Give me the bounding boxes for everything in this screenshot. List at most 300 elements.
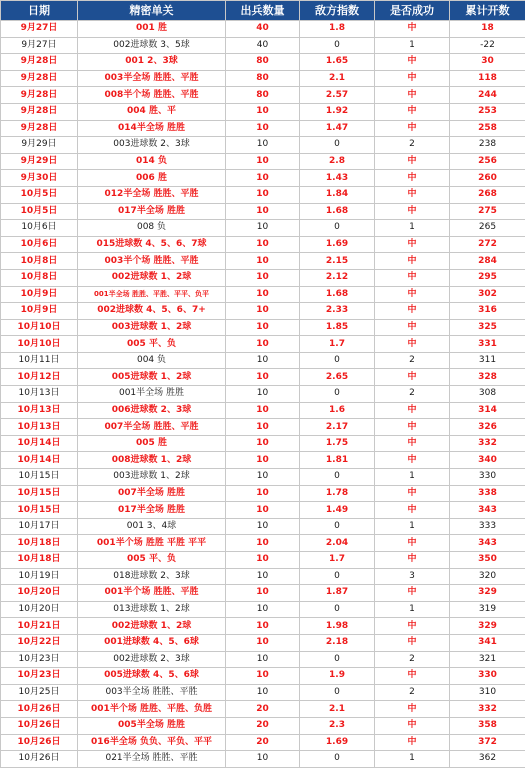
cell-odds: 1.81 — [300, 452, 375, 469]
cell-cumulative: 330 — [450, 469, 525, 486]
cell-quantity: 10 — [226, 502, 300, 519]
cell-result: 中 — [375, 402, 450, 419]
cell-odds: 0 — [300, 518, 375, 535]
cell-odds: 0 — [300, 37, 375, 54]
cell-pick: 005 平、负 — [78, 336, 226, 353]
cell-quantity: 10 — [226, 186, 300, 203]
cell-cumulative: 320 — [450, 568, 525, 585]
cell-odds: 1.43 — [300, 170, 375, 187]
header-odds: 敌方指数 — [300, 1, 375, 21]
cell-date: 9月28日 — [1, 103, 78, 120]
cell-cumulative: 268 — [450, 186, 525, 203]
cell-pick: 003半个场 胜胜、平胜 — [78, 253, 226, 270]
cell-date: 10月8日 — [1, 269, 78, 286]
cell-odds: 1.84 — [300, 186, 375, 203]
cell-quantity: 10 — [226, 319, 300, 336]
cell-quantity: 10 — [226, 485, 300, 502]
cell-cumulative: 343 — [450, 535, 525, 552]
header-pick: 精密单关 — [78, 1, 226, 21]
table-row — [1, 369, 525, 386]
cell-quantity: 10 — [226, 469, 300, 486]
table-row — [1, 502, 525, 519]
cell-pick: 002进球数 1、2球 — [78, 618, 226, 635]
cell-result: 中 — [375, 54, 450, 71]
cell-cumulative: 238 — [450, 137, 525, 154]
cell-pick: 003半全场 胜胜、平胜 — [78, 684, 226, 701]
cell-result: 2 — [375, 137, 450, 154]
cell-date: 10月23日 — [1, 651, 78, 668]
cell-quantity: 40 — [226, 37, 300, 54]
cell-odds: 2.12 — [300, 269, 375, 286]
cell-quantity: 10 — [226, 452, 300, 469]
cell-quantity: 10 — [226, 435, 300, 452]
cell-result: 中 — [375, 170, 450, 187]
cell-odds: 1.7 — [300, 336, 375, 353]
table-row — [1, 485, 525, 502]
cell-date: 10月15日 — [1, 469, 78, 486]
cell-odds: 0 — [300, 469, 375, 486]
cell-quantity: 10 — [226, 352, 300, 369]
table-row — [1, 585, 525, 602]
cell-cumulative: 372 — [450, 734, 525, 751]
cell-odds: 2.04 — [300, 535, 375, 552]
table-row — [1, 54, 525, 71]
table-row — [1, 386, 525, 403]
cell-odds: 0 — [300, 137, 375, 154]
cell-cumulative: 295 — [450, 269, 525, 286]
cell-date: 10月8日 — [1, 253, 78, 270]
cell-cumulative: 350 — [450, 552, 525, 569]
cell-result: 中 — [375, 369, 450, 386]
cell-odds: 1.49 — [300, 502, 375, 519]
cell-cumulative: 319 — [450, 601, 525, 618]
cell-cumulative: 244 — [450, 87, 525, 104]
cell-date: 10月26日 — [1, 734, 78, 751]
cell-date: 10月17日 — [1, 518, 78, 535]
cell-quantity: 10 — [226, 120, 300, 137]
cell-pick: 004 负 — [78, 352, 226, 369]
cell-odds: 0 — [300, 568, 375, 585]
table-row — [1, 552, 525, 569]
cell-cumulative: 362 — [450, 751, 525, 768]
cell-result: 中 — [375, 269, 450, 286]
cell-cumulative: 333 — [450, 518, 525, 535]
cell-quantity: 10 — [226, 601, 300, 618]
table-row — [1, 203, 525, 220]
table-row — [1, 303, 525, 320]
cell-quantity: 80 — [226, 54, 300, 71]
cell-date: 10月13日 — [1, 419, 78, 436]
cell-date: 10月9日 — [1, 286, 78, 303]
cell-odds: 0 — [300, 386, 375, 403]
table-row — [1, 751, 525, 768]
cell-pick: 003进球数 2、3球 — [78, 137, 226, 154]
cell-cumulative: 343 — [450, 502, 525, 519]
table-row — [1, 153, 525, 170]
cell-odds: 0 — [300, 751, 375, 768]
cell-date: 10月13日 — [1, 402, 78, 419]
table-row — [1, 435, 525, 452]
cell-cumulative: 341 — [450, 634, 525, 651]
table-row — [1, 336, 525, 353]
cell-odds: 0 — [300, 684, 375, 701]
cell-pick: 005进球数 4、5、6球 — [78, 668, 226, 685]
cell-pick: 003进球数 1、2球 — [78, 319, 226, 336]
cell-quantity: 80 — [226, 70, 300, 87]
cell-date: 10月21日 — [1, 618, 78, 635]
cell-result: 中 — [375, 419, 450, 436]
cell-date: 9月28日 — [1, 120, 78, 137]
cell-date: 10月10日 — [1, 336, 78, 353]
table-row — [1, 419, 525, 436]
cell-cumulative: 256 — [450, 153, 525, 170]
cell-odds: 2.8 — [300, 153, 375, 170]
cell-date: 10月20日 — [1, 585, 78, 602]
cell-date: 10月19日 — [1, 568, 78, 585]
cell-result: 2 — [375, 352, 450, 369]
cell-odds: 0 — [300, 651, 375, 668]
cell-quantity: 10 — [226, 552, 300, 569]
cell-cumulative: 314 — [450, 402, 525, 419]
cell-date: 10月20日 — [1, 601, 78, 618]
cell-date: 10月26日 — [1, 701, 78, 718]
cell-cumulative: 329 — [450, 618, 525, 635]
cell-pick: 005半全场 胜胜 — [78, 717, 226, 734]
cell-date: 10月18日 — [1, 552, 78, 569]
cell-odds: 1.68 — [300, 203, 375, 220]
cell-pick: 001半个场 胜胜、平胜、负胜 — [78, 701, 226, 718]
table-body — [1, 21, 525, 768]
cell-pick: 001 3、4球 — [78, 518, 226, 535]
cell-cumulative: 311 — [450, 352, 525, 369]
table-row — [1, 717, 525, 734]
cell-date: 10月22日 — [1, 634, 78, 651]
cell-pick: 014 负 — [78, 153, 226, 170]
cell-date: 10月5日 — [1, 186, 78, 203]
cell-pick: 004 胜、平 — [78, 103, 226, 120]
table-row — [1, 220, 525, 237]
cell-quantity: 10 — [226, 153, 300, 170]
cell-quantity: 20 — [226, 717, 300, 734]
table-row — [1, 21, 525, 38]
cell-odds: 1.85 — [300, 319, 375, 336]
cell-cumulative: 30 — [450, 54, 525, 71]
cell-date: 10月26日 — [1, 751, 78, 768]
cell-pick: 001半个场 胜胜、平胜 — [78, 585, 226, 602]
cell-date: 9月29日 — [1, 153, 78, 170]
cell-pick: 017半全场 胜胜 — [78, 203, 226, 220]
table-row — [1, 701, 525, 718]
cell-result: 中 — [375, 502, 450, 519]
cell-result: 中 — [375, 535, 450, 552]
cell-quantity: 10 — [226, 751, 300, 768]
cell-date: 10月23日 — [1, 668, 78, 685]
table-row — [1, 518, 525, 535]
cell-cumulative: 332 — [450, 435, 525, 452]
cell-cumulative: 326 — [450, 419, 525, 436]
cell-quantity: 10 — [226, 103, 300, 120]
cell-pick: 013进球数 1、2球 — [78, 601, 226, 618]
cell-cumulative: 308 — [450, 386, 525, 403]
cell-result: 中 — [375, 485, 450, 502]
cell-odds: 1.75 — [300, 435, 375, 452]
cell-quantity: 10 — [226, 618, 300, 635]
table-row — [1, 170, 525, 187]
table-row — [1, 253, 525, 270]
table-row — [1, 618, 525, 635]
cell-pick: 003半全场 胜胜、平胜 — [78, 70, 226, 87]
cell-odds: 1.47 — [300, 120, 375, 137]
cell-quantity: 10 — [226, 386, 300, 403]
cell-pick: 005 胜 — [78, 435, 226, 452]
cell-result: 2 — [375, 386, 450, 403]
cell-odds: 1.7 — [300, 552, 375, 569]
cell-date: 10月12日 — [1, 369, 78, 386]
cell-date: 9月28日 — [1, 70, 78, 87]
cell-odds: 2.1 — [300, 70, 375, 87]
table-row — [1, 535, 525, 552]
cell-quantity: 10 — [226, 303, 300, 320]
cell-quantity: 10 — [226, 236, 300, 253]
cell-date: 10月15日 — [1, 485, 78, 502]
cell-quantity: 10 — [226, 137, 300, 154]
cell-cumulative: 338 — [450, 485, 525, 502]
cell-cumulative: 310 — [450, 684, 525, 701]
cell-cumulative: 284 — [450, 253, 525, 270]
cell-pick: 007半全场 胜胜 — [78, 485, 226, 502]
cell-result: 1 — [375, 220, 450, 237]
cell-result: 1 — [375, 469, 450, 486]
table-row — [1, 70, 525, 87]
table-row — [1, 186, 525, 203]
cell-pick: 006 胜 — [78, 170, 226, 187]
cell-result: 中 — [375, 103, 450, 120]
cell-pick: 003进球数 1、2球 — [78, 469, 226, 486]
cell-date: 10月13日 — [1, 386, 78, 403]
cell-quantity: 10 — [226, 336, 300, 353]
cell-result: 中 — [375, 203, 450, 220]
cell-odds: 2.15 — [300, 253, 375, 270]
cell-result: 2 — [375, 684, 450, 701]
cell-result: 3 — [375, 568, 450, 585]
cell-odds: 1.92 — [300, 103, 375, 120]
cell-quantity: 80 — [226, 87, 300, 104]
cell-date: 10月10日 — [1, 319, 78, 336]
cell-result: 中 — [375, 120, 450, 137]
table-row — [1, 120, 525, 137]
cell-quantity: 10 — [226, 651, 300, 668]
cell-odds: 2.1 — [300, 701, 375, 718]
cell-pick: 008 负 — [78, 220, 226, 237]
table-row — [1, 684, 525, 701]
cell-cumulative: 325 — [450, 319, 525, 336]
cell-date: 10月25日 — [1, 684, 78, 701]
cell-odds: 2.57 — [300, 87, 375, 104]
cell-cumulative: 258 — [450, 120, 525, 137]
table-row — [1, 402, 525, 419]
cell-result: 中 — [375, 734, 450, 751]
cell-quantity: 10 — [226, 253, 300, 270]
cell-result: 中 — [375, 668, 450, 685]
cell-cumulative: 265 — [450, 220, 525, 237]
cell-odds: 1.69 — [300, 236, 375, 253]
cell-odds: 2.18 — [300, 634, 375, 651]
cell-cumulative: 331 — [450, 336, 525, 353]
cell-date: 9月27日 — [1, 37, 78, 54]
table-row — [1, 269, 525, 286]
cell-quantity: 20 — [226, 734, 300, 751]
cell-odds: 1.68 — [300, 286, 375, 303]
table-row — [1, 601, 525, 618]
cell-odds: 2.3 — [300, 717, 375, 734]
cell-odds: 1.8 — [300, 21, 375, 38]
cell-quantity: 10 — [226, 402, 300, 419]
cell-result: 中 — [375, 236, 450, 253]
cell-pick: 001进球数 4、5、6球 — [78, 634, 226, 651]
cell-cumulative: 260 — [450, 170, 525, 187]
cell-cumulative: 329 — [450, 585, 525, 602]
table-row — [1, 668, 525, 685]
cell-date: 10月14日 — [1, 435, 78, 452]
header-quantity: 出兵数量 — [226, 1, 300, 21]
cell-quantity: 10 — [226, 535, 300, 552]
cell-result: 1 — [375, 751, 450, 768]
cell-pick: 016半全场 负负、平负、平平 — [78, 734, 226, 751]
cell-pick: 001半个场 胜胜 平胜 平平 — [78, 535, 226, 552]
cell-result: 2 — [375, 651, 450, 668]
cell-odds: 1.6 — [300, 402, 375, 419]
cell-pick: 002进球数 2、3球 — [78, 651, 226, 668]
cell-odds: 0 — [300, 601, 375, 618]
table-row — [1, 734, 525, 751]
cell-result: 中 — [375, 21, 450, 38]
cell-odds: 0 — [300, 220, 375, 237]
cell-odds: 2.65 — [300, 369, 375, 386]
cell-cumulative: -22 — [450, 37, 525, 54]
cell-cumulative: 272 — [450, 236, 525, 253]
cell-cumulative: 328 — [450, 369, 525, 386]
cell-pick: 002进球数 1、2球 — [78, 269, 226, 286]
cell-date: 10月5日 — [1, 203, 78, 220]
cell-pick: 001半全场 胜胜 — [78, 386, 226, 403]
cell-cumulative: 358 — [450, 717, 525, 734]
header-success: 是否成功 — [375, 1, 450, 21]
cell-result: 中 — [375, 303, 450, 320]
cell-result: 中 — [375, 701, 450, 718]
cell-result: 中 — [375, 552, 450, 569]
cell-cumulative: 253 — [450, 103, 525, 120]
cell-pick: 005 平、负 — [78, 552, 226, 569]
table-row — [1, 286, 525, 303]
cell-pick: 017半全场 胜胜 — [78, 502, 226, 519]
cell-quantity: 10 — [226, 419, 300, 436]
cell-result: 中 — [375, 618, 450, 635]
cell-quantity: 10 — [226, 286, 300, 303]
cell-cumulative: 332 — [450, 701, 525, 718]
table-row — [1, 469, 525, 486]
cell-date: 10月14日 — [1, 452, 78, 469]
cell-pick: 008半个场 胜胜、平胜 — [78, 87, 226, 104]
cell-result: 中 — [375, 319, 450, 336]
cell-quantity: 10 — [226, 684, 300, 701]
cell-pick: 005进球数 1、2球 — [78, 369, 226, 386]
cell-date: 10月15日 — [1, 502, 78, 519]
cell-result: 中 — [375, 634, 450, 651]
cell-date: 9月28日 — [1, 54, 78, 71]
cell-quantity: 10 — [226, 518, 300, 535]
cell-cumulative: 330 — [450, 668, 525, 685]
cell-pick: 012半全场 胜胜、平胜 — [78, 186, 226, 203]
cell-quantity: 10 — [226, 369, 300, 386]
cell-cumulative: 340 — [450, 452, 525, 469]
cell-date: 10月9日 — [1, 303, 78, 320]
header-date: 日期 — [1, 1, 78, 21]
cell-cumulative: 321 — [450, 651, 525, 668]
cell-result: 中 — [375, 585, 450, 602]
table-row — [1, 137, 525, 154]
cell-result: 中 — [375, 336, 450, 353]
cell-odds: 1.87 — [300, 585, 375, 602]
cell-pick: 002进球数 3、5球 — [78, 37, 226, 54]
cell-odds: 1.98 — [300, 618, 375, 635]
cell-date: 9月27日 — [1, 21, 78, 38]
cell-result: 中 — [375, 452, 450, 469]
cell-odds: 0 — [300, 352, 375, 369]
header-cumulative: 累计开数 — [450, 1, 525, 21]
cell-odds: 2.33 — [300, 303, 375, 320]
cell-quantity: 10 — [226, 585, 300, 602]
table-row — [1, 634, 525, 651]
cell-odds: 1.69 — [300, 734, 375, 751]
cell-pick: 001半全场 胜胜、平胜、平平、负平 — [78, 286, 226, 303]
cell-result: 中 — [375, 70, 450, 87]
cell-quantity: 10 — [226, 668, 300, 685]
cell-quantity: 10 — [226, 269, 300, 286]
table-header — [1, 1, 525, 21]
cell-date: 10月18日 — [1, 535, 78, 552]
cell-date: 9月29日 — [1, 137, 78, 154]
cell-odds: 1.9 — [300, 668, 375, 685]
cell-odds: 2.17 — [300, 419, 375, 436]
cell-result: 1 — [375, 601, 450, 618]
cell-date: 10月26日 — [1, 717, 78, 734]
cell-quantity: 20 — [226, 701, 300, 718]
table-row — [1, 319, 525, 336]
header-row — [1, 1, 525, 21]
cell-pick: 001 2、3球 — [78, 54, 226, 71]
cell-result: 中 — [375, 717, 450, 734]
cell-result: 1 — [375, 518, 450, 535]
cell-pick: 006进球数 2、3球 — [78, 402, 226, 419]
cell-pick: 007半全场 胜胜、平胜 — [78, 419, 226, 436]
cell-cumulative: 18 — [450, 21, 525, 38]
table-row — [1, 236, 525, 253]
cell-pick: 014半全场 胜胜 — [78, 120, 226, 137]
cell-cumulative: 316 — [450, 303, 525, 320]
table-row — [1, 568, 525, 585]
cell-pick: 021半全场 胜胜、平胜 — [78, 751, 226, 768]
cell-pick: 001 胜 — [78, 21, 226, 38]
cell-date: 10月6日 — [1, 236, 78, 253]
cell-quantity: 10 — [226, 220, 300, 237]
table-row — [1, 651, 525, 668]
table-row — [1, 352, 525, 369]
cell-cumulative: 302 — [450, 286, 525, 303]
cell-cumulative: 118 — [450, 70, 525, 87]
table-row — [1, 87, 525, 104]
cell-odds: 1.78 — [300, 485, 375, 502]
cell-quantity: 10 — [226, 170, 300, 187]
